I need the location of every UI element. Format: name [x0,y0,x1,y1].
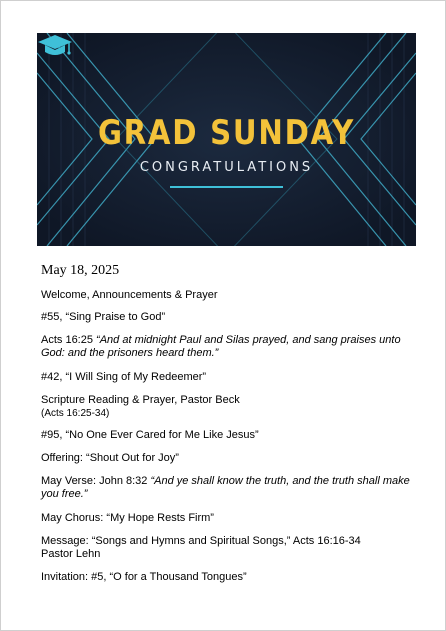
program-item-invitation: Invitation: #5, “O for a Thousand Tongues” [41,571,247,583]
service-date: May 18, 2025 [41,263,120,278]
banner-subtitle: CONGRATULATIONS [139,160,314,175]
graduation-cap-icon [37,33,73,59]
program-item-hymn-55: #55, “Sing Praise to God” [41,311,166,323]
program-item-hymn-95: #95, “No One Ever Cared for Me Like Jesus” [41,429,259,441]
program-item-offering: Offering: “Shout Out for Joy” [41,452,179,464]
program-item-may-verse [41,475,411,501]
program-item-message [41,535,411,561]
message-title: Message: “Songs and Hymns and Spiritual Songs,” Acts 16:16-34 [41,535,361,547]
program-item-welcome: Welcome, Announcements & Prayer [41,289,218,301]
program-item-scripture-prayer [41,394,411,420]
reading-reference: Acts 16:25 [41,334,93,346]
scripture-prayer-label: Scripture Reading & Prayer, Pastor Beck [41,394,240,406]
verse-text: “And ye shall know the truth, and the truth shall make you free.” [41,475,410,500]
program-item-reading-acts-16-25 [41,334,411,360]
program-item-hymn-42: #42, “I Will Sing of My Redeemer” [41,371,207,383]
verse-reference: May Verse: John 8:32 [41,475,148,487]
banner-title: GRAD SUNDAY [97,113,356,153]
reading-text: “And at midnight Paul and Silas prayed, and sang praises unto God: and the prisoners heard them.” [41,334,401,359]
grad-sunday-banner [37,33,416,246]
program-item-may-chorus: May Chorus: “My Hope Rests Firm” [41,512,214,524]
message-speaker: Pastor Lehn [41,548,101,560]
banner-divider [170,186,283,188]
scripture-reference: (Acts 16:25-34) [41,408,110,419]
